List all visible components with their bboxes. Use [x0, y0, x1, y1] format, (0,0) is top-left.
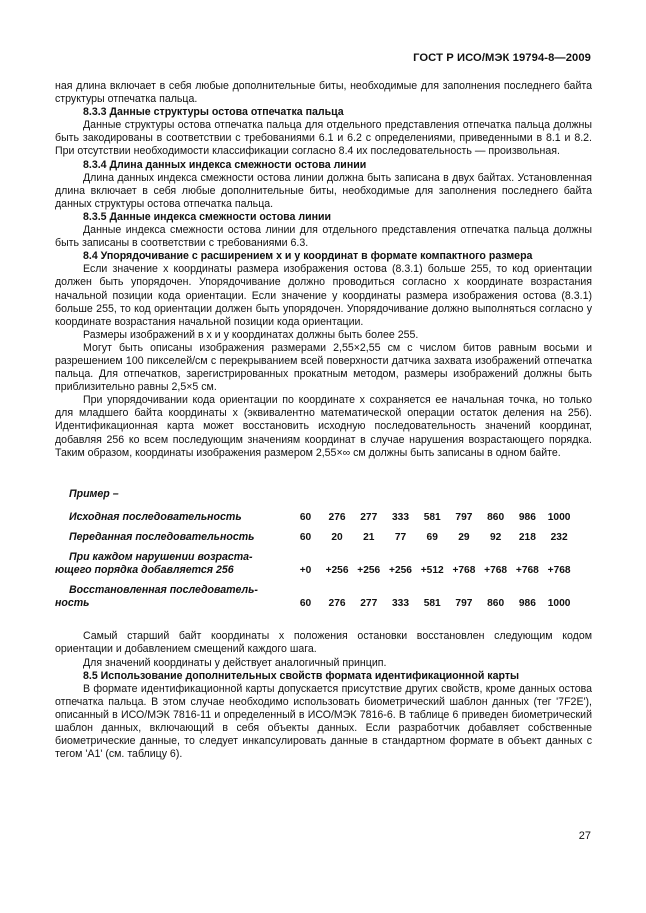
paragraph-8-4-d: При упорядочивании кода ориентации по координате x сохраняется ее начальная точка, но только для младшего байта координаты x (эквивалентно математической операции остаток деления на 256). Идентификационная карта может восстановить исходную последовательность значений координат, добавляя 256 ко всем последующим значениям координат в случае нарушения возрастающего порядка. Таким образом, координаты изображения размером 2,55×∞ см должны быть записаны в одном байте.	[55, 394, 592, 459]
paragraph-8-3-3: Данные структуры остова отпечатка пальца для отдельного представления отпечатка пальца должны быть закодированы в соответствии с требованиями 6.1 и 6.2 с определениями, приведенными в 8.1 и 8.2. При отсутствии необходимости классификации согласно 8.4 их последовательность — произвольная.	[55, 119, 592, 158]
cell: 69	[426, 531, 438, 543]
section-heading-8-5: 8.5 Использование дополнительных свойств формата идентификационной карты	[83, 669, 520, 682]
row-label: При каждом нарушении возраста- ющего порядка добавляется 256	[55, 551, 253, 577]
cell: +256	[325, 565, 349, 577]
cell: +256	[357, 565, 381, 577]
cell: 1000	[547, 598, 571, 610]
cell: 276	[328, 511, 346, 523]
cell: 77	[394, 531, 407, 543]
cell: 986	[518, 511, 536, 523]
cell: +768	[547, 565, 571, 577]
cell: 92	[489, 531, 502, 543]
paragraph-after-example-b: Для значений координаты y действует аналогичный принцип.	[83, 656, 387, 669]
example-title: Пример –	[69, 487, 119, 500]
example-block	[55, 488, 592, 611]
cell: +256	[389, 565, 412, 577]
cell: 21	[363, 531, 375, 543]
paragraph-after-example-a: Самый старший байт координаты x положения остановки восстановлен следующим кодом ориентации и добавлением смещений каждого шага.	[55, 630, 592, 656]
page-number: 27	[578, 830, 591, 842]
example-table	[55, 511, 575, 611]
cell: 333	[391, 511, 409, 523]
cell: +768	[452, 565, 476, 577]
paragraph-8-4-b: Размеры изображений в x и y координатах должны быть более 255.	[83, 328, 419, 341]
section-heading-8-4: 8.4 Упорядочивание с расширением x и y координат в формате компактного размера	[83, 250, 533, 263]
cell: 333	[391, 598, 409, 610]
cell: 29	[458, 531, 470, 543]
cell: 860	[487, 598, 505, 610]
example-row-restored	[55, 584, 575, 610]
paragraph-8-4-c: Могут быть описаны изображения размерами 2,55×2,55 см с числом битов равным восьми и разрешением 100 пикселей/см с перекрыванием всей поверхности датчика захвата изображений отпечатка пальца. Для отпечатков, зарегистрированных прокатным методом, размеры изображений должны быть приблизительно равны 2,5×5 см.	[55, 341, 592, 394]
cell: 277	[360, 598, 378, 610]
document-header: ГОСТ Р ИСО/МЭК 19794-8—2009	[413, 52, 591, 64]
cell: 581	[423, 598, 441, 610]
row-label: Восстановленная последователь- ность	[55, 584, 258, 610]
cell: 60	[299, 531, 312, 543]
paragraph-8-3-5: Данные индекса смежности остова линии для отдельного представления отпечатка пальца должны быть записаны в соответствии с требованиями 6.3.	[55, 224, 592, 250]
section-heading-8-3-5: 8.3.5 Данные индекса смежности остова линии	[83, 210, 332, 223]
cell: 60	[299, 511, 312, 523]
cell: 860	[487, 511, 505, 523]
cell: 20	[331, 531, 343, 543]
paragraph-continuation: ная длина включает в себя любые дополнительные биты, необходимые для заполнения последнего байта структуры отпечатка пальца.	[55, 80, 592, 106]
cell: +768	[484, 565, 508, 577]
cell: 277	[360, 511, 378, 523]
paragraph-8-5: В формате идентификационной карты допускается присутствие других свойств, кроме данных остова отпечатка пальца. В этом случае необходимо использовать биометрический шаблон данных (тег '7F2E'), описанный в ИСО/МЭК 7816-11 и определенный в ИСО/МЭК 7816-6. В таблице 6 приведен биометрический шаблон данных, включающий в себя объекты данных. Если разработчик добавляет собственные биометрические данные, то следует инкапсулировать данные в стандартном формате в объект данных с тегом 'A1' (см. таблицу 6).	[55, 682, 592, 761]
example-row-offset	[55, 551, 575, 577]
cell: 60	[299, 598, 312, 610]
cell: 218	[518, 531, 536, 543]
paragraph-8-3-4: Длина данных индекса смежности остова линии должна быть записана в двух байтах. Установленная длина включает в себя любые дополнительные биты, необходимые для заполнения последнего байта данных структуры остова отпечатка пальца.	[55, 171, 592, 210]
cell: +768	[515, 565, 539, 577]
section-heading-8-3-3: 8.3.3 Данные структуры остова отпечатка пальца	[83, 106, 344, 119]
cell: 581	[423, 511, 441, 523]
cell: 1000	[547, 511, 571, 523]
example-row-original	[55, 511, 575, 524]
paragraph-8-4-a: Если значение x координаты размера изображения остова (8.3.1) больше 255, то код ориентации должен быть упорядочен. Упорядочивание должно проводиться согласно x координате возрастания начальной позиции кода ориентации. Если значение y координаты размера изображения остова (8.3.1) больше 255, то код ориентации должен быть упорядочен. Упорядочивание должно выполняться согласно y координате возрастания начальной позиции кода ориентации.	[55, 263, 592, 328]
example-row-transmitted	[55, 531, 575, 544]
cell: 986	[518, 598, 536, 610]
cell: +0	[299, 565, 312, 577]
section-heading-8-3-4: 8.3.4 Длина данных индекса смежности остова линии	[83, 158, 367, 171]
row-label: Переданная последовательность	[69, 530, 255, 543]
row-label: Исходная последовательность	[69, 510, 242, 523]
page-body	[55, 80, 592, 761]
cell: +512	[420, 565, 444, 577]
cell: 232	[550, 531, 568, 543]
cell: 797	[455, 511, 473, 523]
cell: 797	[455, 598, 473, 610]
cell: 276	[328, 598, 346, 610]
